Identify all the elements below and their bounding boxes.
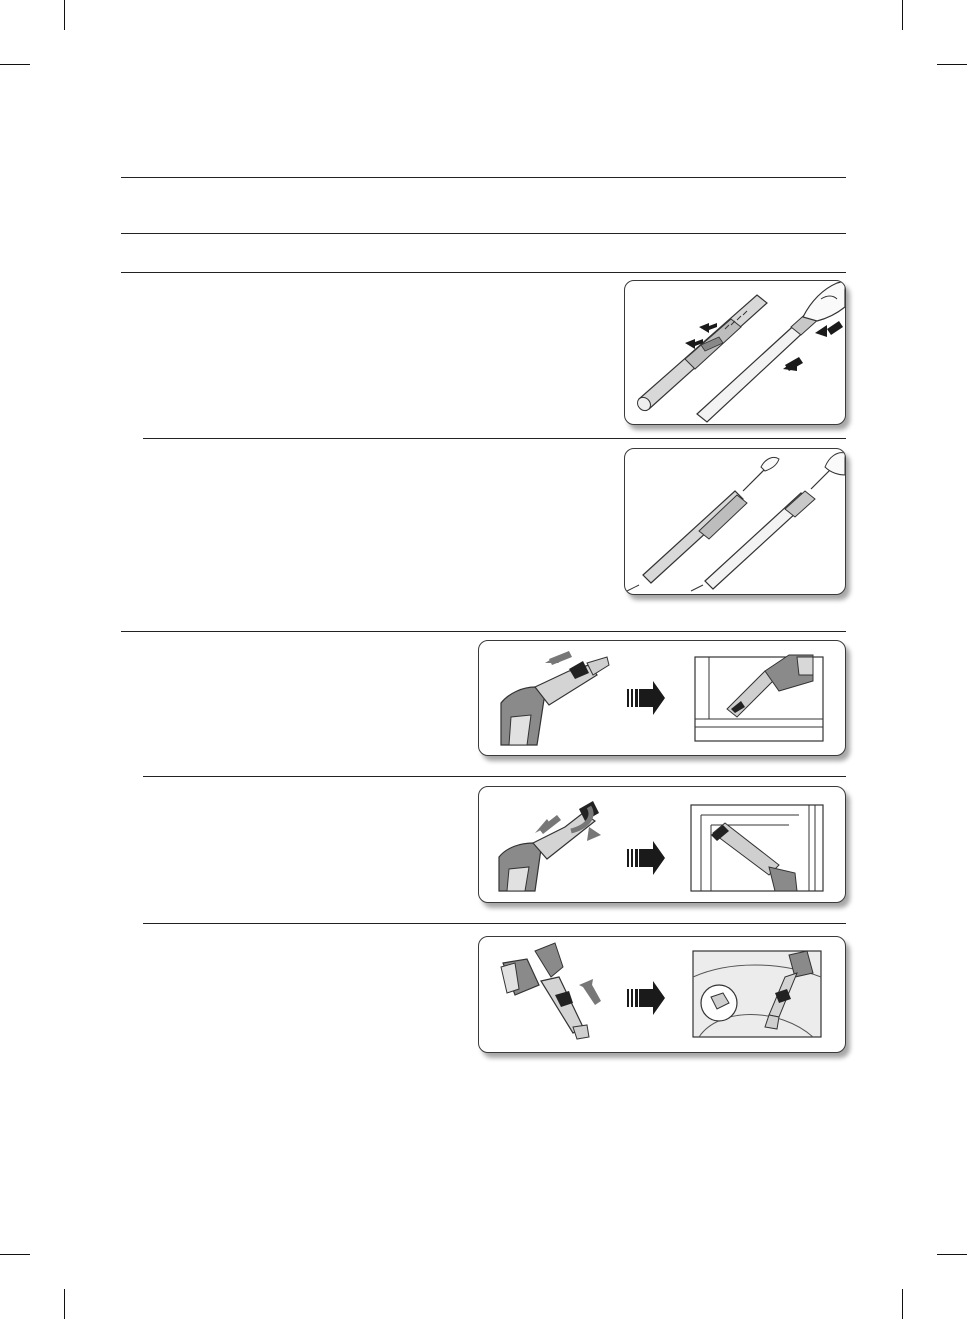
handheld-vacuum: [501, 657, 609, 745]
step-rule-pipe-cleaning: [143, 438, 846, 439]
illustration-crevice-bend: [478, 936, 846, 1053]
cleaning-stick: [743, 457, 779, 491]
crevice-attach-drawing: [479, 641, 845, 755]
illustration-crevice-attach: [478, 640, 846, 756]
hand-icon: [811, 453, 845, 489]
crop-mark-bottom-right-v: [902, 1289, 903, 1319]
page-title: [121, 190, 846, 220]
scene-frame: [691, 805, 823, 891]
page-title-rule-top: [121, 177, 846, 178]
next-step-arrow-icon: [627, 981, 665, 1015]
illustration-pipe-adjust: [624, 280, 846, 425]
extension-pipe: [691, 491, 815, 591]
step-rule-crevice-bend: [143, 923, 846, 924]
pipe-cleaning-drawing: [625, 449, 845, 594]
crop-mark-bottom-left-v: [64, 1289, 65, 1319]
crop-mark-bottom-left-h: [0, 1254, 30, 1255]
direction-arrow-icon: [545, 651, 572, 665]
scene-frame: [693, 951, 821, 1037]
direction-arrow-icon: [579, 979, 601, 1005]
hand-icon: [803, 281, 845, 321]
crop-mark-top-left-v: [64, 0, 65, 30]
next-step-arrow-icon: [627, 681, 665, 715]
section-rule-crevice-tool: [121, 631, 846, 632]
crevice-rotate-drawing: [479, 787, 845, 902]
next-step-arrow-icon: [627, 841, 665, 875]
extension-pipe: [635, 295, 767, 413]
extension-pipe: [627, 491, 747, 591]
step-rule-crevice-rotate: [143, 776, 846, 777]
handheld-vacuum: [499, 801, 599, 891]
crevice-bend-drawing: [479, 937, 845, 1052]
section-rule-extension-pipe: [121, 272, 846, 273]
illustration-crevice-rotate: [478, 786, 846, 903]
crop-mark-top-right-h: [937, 64, 967, 65]
crop-mark-bottom-right-h: [937, 1254, 967, 1255]
illustration-pipe-cleaning: [624, 448, 846, 595]
pipe-adjust-drawing: [625, 281, 845, 424]
handheld-vacuum: [501, 943, 589, 1039]
crop-mark-top-left-h: [0, 64, 30, 65]
crop-mark-top-right-v: [902, 0, 903, 30]
scene-frame: [695, 655, 823, 741]
page-title-rule-bottom: [121, 233, 846, 234]
